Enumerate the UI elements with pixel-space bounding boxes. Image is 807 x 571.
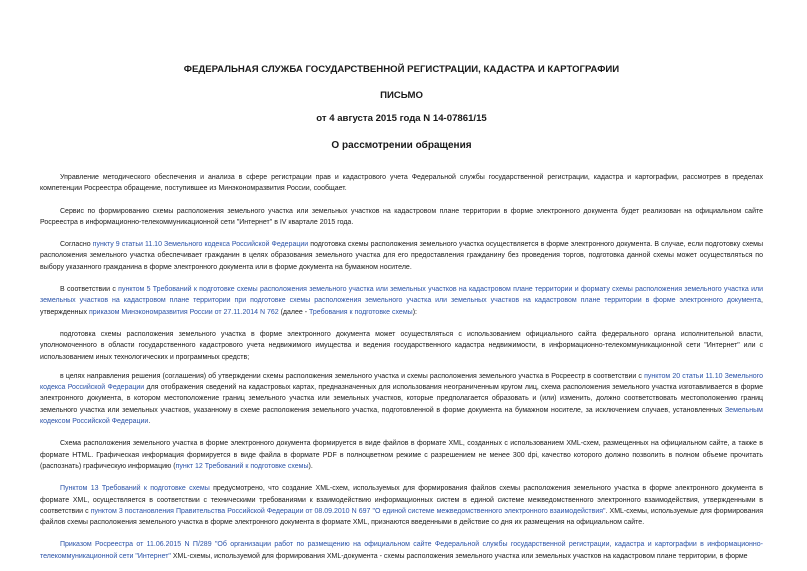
paragraph-text: подготовка схемы расположения земельного участка в форме электронного документа может осуществляться с использованием официального сайта федерального органа исполнительной власти, уполномоченного в области государственного кадастрового учета недвижимого имущества и ведения государственного кадастра недвижимости, в информационно-телекоммуникационной сети "Интернет" или с использованием иных технологических и программных средств; <box>40 330 763 361</box>
link-order-762[interactable]: приказом Минэкономразвития России от 27.11.2014 N 762 <box>89 308 279 316</box>
paragraph-text: Согласно <box>60 241 93 249</box>
paragraph-text: В соответствии с <box>60 286 119 294</box>
paragraph-text: Схема расположения земельного участка в форме электронного документа формируется в виде файлов в формате XML, созданных с использованием XML-схем, размещенных на официальном сайте, а также в формате HTML. Графическая информация формируется в виде файла в формате PDF в полноцветном режиме с разрешением не менее 300 dpi, качество которого должно позволить в полном объеме прочитать (распознать) графическую информацию ( <box>40 440 763 470</box>
paragraph-3 <box>40 239 763 273</box>
link-requirements-p12[interactable]: пункт 12 Требований к подготовке схемы <box>175 462 309 470</box>
paragraph-1 <box>40 172 763 195</box>
link-requirements[interactable]: Требования к подготовке схемы <box>309 308 413 316</box>
paragraph-text: XML-схемы, используемой для формирования XML-документа - схемы расположения земельного участка или земельных участков на кадастровом плане территории, в форме <box>170 552 748 560</box>
paragraph-text: Управление методического обеспечения и анализа в сфере регистрации прав и кадастрового учета Федеральной службы государственной регистрации, кадастра и картографии, рассмотрев в пределах компетенции Росреестра обращение, поступившее из Минэкономразвития России, сообщает. <box>40 174 763 193</box>
paragraph-9 <box>40 539 763 562</box>
link-government-decree-697[interactable]: пунктом 3 постановления Правительства Российской Федерации от 08.09.2010 N 697 "О единой системе межведомственного электронного взаимодействия" <box>90 507 606 515</box>
link-rosreestr-order-p289[interactable]: Приказом Росреестра от 11.06.2015 N П/289 "Об организации работ по размещению на официальном сайте Федеральной службы государственной регистрации, кадастра и картографии в информационно-телекоммуникационной сети "Интернет" <box>40 541 763 560</box>
issuing-authority: ФЕДЕРАЛЬНАЯ СЛУЖБА ГОСУДАРСТВЕННОЙ РЕГИСТРАЦИИ, КАДАСТРА И КАРТОГРАФИИ <box>183 64 620 75</box>
paragraph-text: . <box>148 418 151 426</box>
paragraph-text: для отображения сведений на кадастровых картах, предназначенных для использования неограниченным кругом лиц, схема расположения земельного участка изготавливается в форме электронного документа, в котором местоположение границ земельного участка или земельных участков, которые предполагается образовать и (или) изменить, должно соответствовать местоположению границ земельного участка или земельных участков, указанному в схеме расположения земельного участка, подготовленной в форме документа на бумажном носителе, за исключением случаев, установленных <box>40 384 763 414</box>
paragraph-text: (далее - <box>278 308 309 316</box>
paragraph-text: , утвержденных <box>40 297 763 316</box>
link-land-code-art-11-10-p20[interactable]: пунктом 20 статьи 11.10 Земельного кодекса Российской Федерации <box>40 372 763 392</box>
paragraph-6 <box>40 371 763 427</box>
paragraph-text: ): <box>412 308 417 316</box>
paragraph-4 <box>40 284 763 318</box>
paragraph-text: . XML-схемы, используемые для формирования файлов схемы расположения земельного участка в форме электронного документа в формате XML, признаются введенными в действие со дня их размещения на официальном сайте. <box>40 507 764 527</box>
paragraph-2 <box>40 206 763 229</box>
paragraph-text: в целях направления решения (соглашения) об утверждении схемы расположения земельного участка и схемы расположения земельного участка в Росреестр в соответствии с <box>60 372 645 380</box>
paragraph-7 <box>40 438 763 472</box>
paragraph-text: предусмотрено, что создание XML-схем, используемых для формирования файлов схемы расположения земельного участка в форме электронного документа в формате XML, осуществляется в соответствии с техническими требованиями к взаимодействию информационных систем в единой системе межведомственного электронного взаимодействия, утвержденными в соответствии с <box>40 485 764 515</box>
paragraph-text: подготовка схемы расположения земельного участка осуществляется в форме электронного документа. В случае, если подготовку схемы расположения земельного участка обеспечивает гражданин в целях образования земельного участка для его предоставления гражданину без проведения торгов, подготовка данной схемы может осуществляться по выбору указанного гражданина в форме электронного документа или в форме документа на бумажном носителе. <box>40 241 763 271</box>
paragraph-5 <box>40 329 763 363</box>
document-type: ПИСЬМО <box>380 90 423 101</box>
paragraph-8 <box>40 483 763 528</box>
link-land-code-art-11-10-p9[interactable]: пункту 9 статьи 11.10 Земельного кодекса Российской Федерации <box>92 241 309 249</box>
link-land-code[interactable]: Земельным кодексом Российской Федерации <box>40 406 763 426</box>
document-subject: О рассмотрении обращения <box>331 140 472 151</box>
paragraph-text: Сервис по формированию схемы расположения земельного участка или земельных участков на кадастровом плане территории в форме электронного документа будет реализован на официальном сайте Росреестра в информационно-телекоммуникационной сети "Интернет" в IV квартале 2015 года. <box>40 207 763 226</box>
paragraph-text: ). <box>308 462 313 470</box>
link-requirements-p13[interactable]: Пунктом 13 Требований к подготовке схемы <box>60 485 210 493</box>
link-requirements-p5[interactable]: пунктом 5 Требований к подготовке схемы расположения земельного участка или земельных участков на кадастровом плане территории и формату схемы расположения земельного участка или земельных участков на кадастровом плане территории при подготовке схемы расположения земельного участка или земельных участков на кадастровом плане территории в форме электронного документа <box>40 286 763 305</box>
document-date-number: от 4 августа 2015 года N 14-07861/15 <box>316 113 487 124</box>
